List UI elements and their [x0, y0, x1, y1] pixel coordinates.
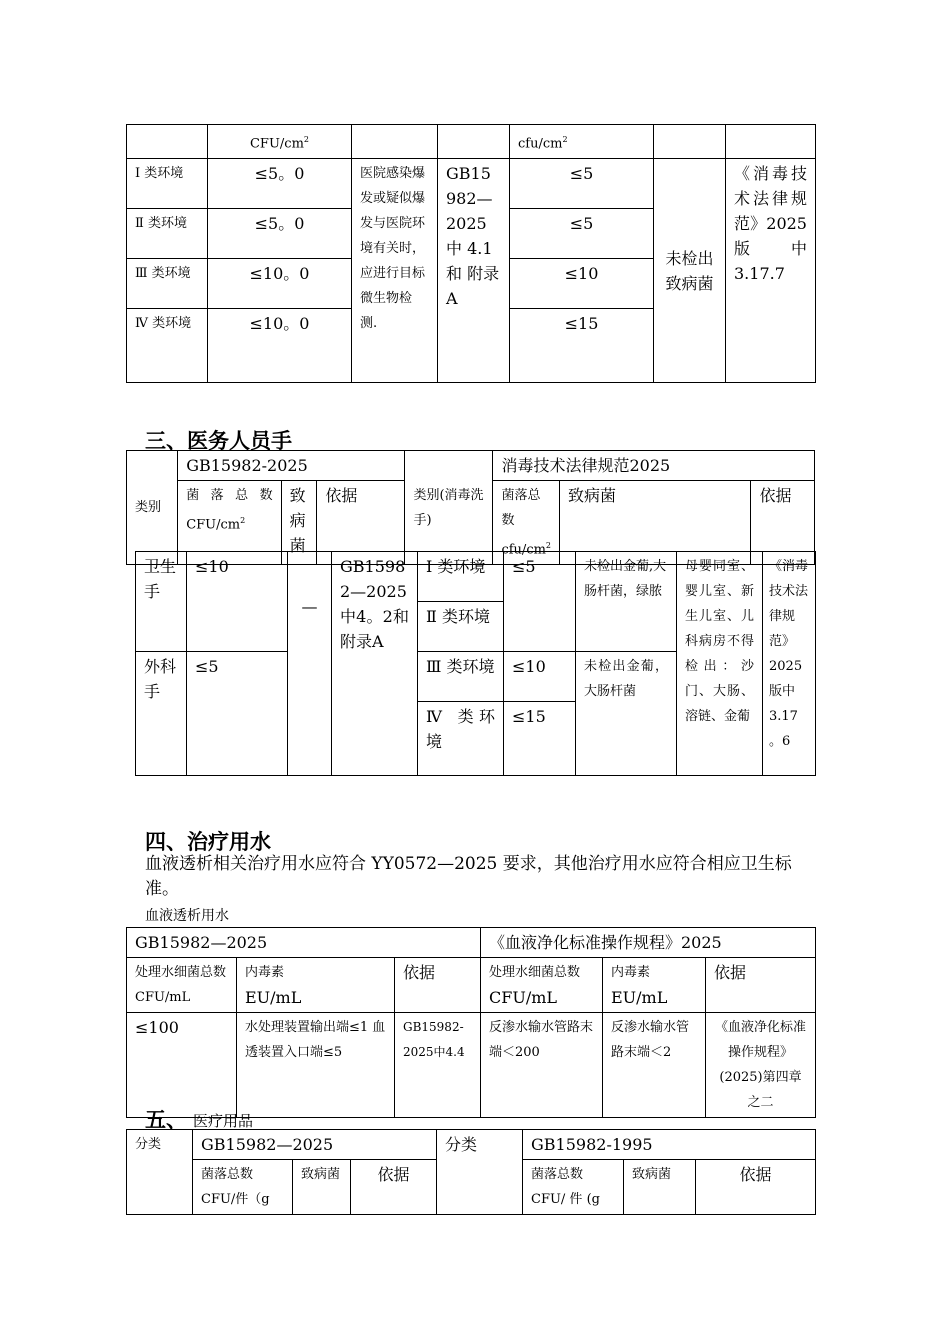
pathogen-label: 致病菌 [281, 481, 317, 565]
basis-header-2: 依据 [706, 958, 816, 1013]
env-class-label: Ⅱ 类环境 [418, 602, 504, 652]
count-label-2: 菌落总数CFU/ 件 (g [523, 1160, 624, 1215]
count-value: ≤100 [127, 1013, 237, 1118]
env-class-label: Ⅳ 类环境 [418, 702, 504, 776]
spec-title: 《血液净化标准操作规程》2025 [481, 928, 816, 958]
water-table [126, 927, 816, 1118]
env-value: ≤15 [504, 702, 576, 776]
endotoxin-header-2: 内毒素 EU/mL [603, 958, 706, 1013]
category-label-2: 分类 [437, 1130, 523, 1215]
hand-type: 卫生手 [136, 552, 187, 652]
env-value: ≤5。0 [208, 209, 352, 259]
env-value: ≤10。0 [208, 309, 352, 383]
endotoxin-header: 内毒素 EU/mL [237, 958, 395, 1013]
unit-cfu-cm2-std: cfu/$cm^2$ [510, 125, 654, 159]
pathogen-note: 未检出金葡,大肠杆菌，绿脓 [576, 552, 677, 652]
env-value: ≤5。0 [208, 159, 352, 209]
hands-body-table [135, 551, 816, 776]
basis-header: 依据 [395, 958, 481, 1013]
cell [438, 125, 510, 159]
cell [352, 125, 438, 159]
std-value: ≤5 [510, 209, 654, 259]
gb-standard: GB15982—2025 [127, 928, 481, 958]
unit-cfu-cm2: CFU/$cm^2$ [208, 125, 352, 159]
endotoxin-value-2: 反渗水输水管路末端＜2 [603, 1013, 706, 1118]
water-paragraph: 血液透析相关治疗用水应符合 YY0572—2025 要求，其他治疗用水应符合相应卫生标准。 [145, 854, 792, 899]
env-class-label: Ⅱ 类环境 [127, 209, 208, 259]
count-header-2: 处理水细菌总数 CFU/mL [481, 958, 603, 1013]
env-class-label: Ⅲ 类环境 [418, 652, 504, 702]
env-class-label: Ⅰ 类环境 [418, 552, 504, 602]
basis-label: 依据 [317, 481, 405, 565]
hand-value: ≤5 [187, 652, 288, 776]
gb-standard: GB15982—2025 [193, 1130, 437, 1160]
std-value: ≤10 [510, 259, 654, 309]
std-value: ≤5 [510, 159, 654, 209]
supplies-subheading: 医疗用品 [193, 1112, 254, 1130]
basis-label-2: 依据 [751, 481, 815, 565]
env-class-label: Ⅳ 类环境 [127, 309, 208, 383]
env-value: ≤10。0 [208, 259, 352, 309]
environment-table [126, 124, 816, 383]
env-class-label: Ⅰ 类环境 [127, 159, 208, 209]
section-heading-supplies: 五、 [145, 1108, 187, 1132]
gb-standard-2: GB15982-1995 [523, 1130, 816, 1160]
category-label: 类别 [127, 451, 178, 565]
category-disinfect: 类别(消毒洗手) [405, 451, 493, 565]
hand-value: ≤10 [187, 552, 288, 652]
category-label: 分类 [127, 1130, 193, 1215]
gb-standard: GB15982-2025 [178, 451, 405, 481]
supplies-table [126, 1129, 816, 1215]
section-heading-water: 四、治疗用水 [145, 830, 271, 854]
count-label-2: 菌落总数cfu/$cm^2$ [493, 481, 560, 565]
env-class-label: Ⅲ 类环境 [127, 259, 208, 309]
endotoxin-value: 水处理装置输出端≤1 血透装置入口端≤5 [237, 1013, 395, 1118]
pathogen-label: 致病菌 [293, 1160, 351, 1215]
env-value: ≤10 [504, 652, 576, 702]
count-label: 菌落总数CFU/件（g [193, 1160, 293, 1215]
reference: 《消毒技术法律规范》2025 版中3.17.7 [726, 159, 816, 383]
reference: 《消毒技术法律规范》2025版中3.17。6 [763, 552, 816, 776]
pathogen: 未检出致病菌 [654, 159, 726, 383]
count-value-2: 反渗水输水管路末端＜200 [481, 1013, 603, 1118]
basis-label-2: 依据 [696, 1160, 816, 1215]
count-label: 菌落总数CFU/$cm^2$ [178, 481, 281, 565]
pathogen-note: 未检出金葡，大肠杆菌 [576, 652, 677, 776]
water-caption: 血液透析用水 [145, 908, 229, 924]
section-heading-hands: 三、医务人员手 [145, 429, 292, 453]
pathogen-label-2: 致病菌 [624, 1160, 696, 1215]
hands-header-table [126, 450, 815, 565]
spec-title: 消毒技术法律规范2025 [493, 451, 815, 481]
gb-basis: GB15982—2025中 4.1和 附录A [438, 159, 510, 383]
std-value: ≤15 [510, 309, 654, 383]
cell [654, 125, 726, 159]
gb-basis: GB15982—2025中4。2和附录A [332, 552, 418, 776]
basis-value: GB15982-2025中4.4 [395, 1013, 481, 1118]
cell [127, 125, 208, 159]
env-value: ≤5 [504, 552, 576, 652]
hand-type: 外科手 [136, 652, 187, 776]
basis-label: 依据 [351, 1160, 437, 1215]
pathogen-label-2: 致病菌 [560, 481, 751, 565]
ward-note: 母婴同室、婴儿室、新生儿室、儿科病房不得检出：沙门、大肠、溶链、金葡 [677, 552, 763, 776]
outbreak-note: 医院感染爆发或疑似爆发与医院环境有关时，应进行目标微生物检测. [352, 159, 438, 383]
pathogen-dash: — [288, 552, 332, 776]
count-header: 处理水细菌总数CFU/mL [127, 958, 237, 1013]
reference: 《血液净化标准操作规程》(2025)第四章之二 [706, 1013, 816, 1118]
cell [726, 125, 816, 159]
